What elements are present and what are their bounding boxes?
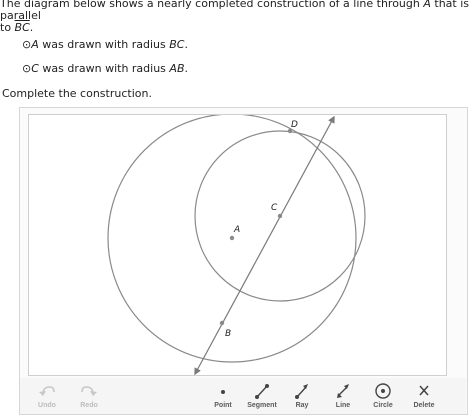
construction-toolbar <box>20 378 466 414</box>
segment-label: Segment <box>247 402 277 409</box>
intro-segment-bc: $\overline{BC}$ <box>14 21 30 34</box>
drawing-canvas[interactable] <box>28 114 447 376</box>
intro-point-a: A <box>423 0 431 10</box>
undo-label: Undo <box>38 402 56 409</box>
ray-icon <box>290 382 314 400</box>
given-circle-a-end: . <box>184 38 188 51</box>
given-circle-c-radius: AB <box>169 62 185 75</box>
line-label: Line <box>335 402 351 409</box>
circle-icon <box>371 382 395 400</box>
segment-icon <box>250 382 274 400</box>
question-prompt <box>0 0 474 34</box>
circle-symbol-icon: ⊙ <box>22 62 32 75</box>
circle-label: Circle <box>373 402 393 409</box>
given-circle-c-center: C <box>31 62 39 75</box>
point-b[interactable] <box>220 321 224 325</box>
construction-diagram[interactable] <box>29 115 448 377</box>
point-a[interactable] <box>230 236 234 240</box>
undo-button[interactable] <box>24 378 70 414</box>
undo-icon <box>35 382 59 400</box>
delete-label: Delete <box>413 402 435 409</box>
line-icon <box>331 382 355 400</box>
delete-icon <box>412 382 436 400</box>
ray-label: Ray <box>295 402 309 409</box>
redo-icon <box>77 382 101 400</box>
point-label: Point <box>214 402 232 409</box>
given-circle-a-text: was drawn with radius <box>38 38 170 51</box>
instruction-text: Complete the construction. <box>2 87 152 100</box>
given-circle-c <box>22 62 188 75</box>
label-d: D <box>291 120 298 130</box>
given-circle-a-center: A <box>31 38 39 51</box>
intro-text-3: to <box>0 21 15 34</box>
intro-text-4: . <box>29 21 34 34</box>
label-a: A <box>234 225 241 235</box>
given-circle-c-text: was drawn with radius <box>38 62 170 75</box>
line-bc[interactable] <box>195 117 334 374</box>
circle-symbol-icon: ⊙ <box>22 38 32 51</box>
point-icon <box>211 382 235 400</box>
given-circle-c-end: . <box>184 62 188 75</box>
redo-label: Redo <box>80 402 98 409</box>
circle-tool-button[interactable] <box>360 378 406 414</box>
given-circle-a <box>22 38 188 51</box>
intro-text-1: The diagram below shows a nearly completed construction of a line through <box>0 0 424 10</box>
label-c: C <box>271 203 278 213</box>
intro-text-2: that is parallel <box>0 0 470 22</box>
question-intro <box>0 0 474 34</box>
redo-button[interactable] <box>66 378 112 414</box>
label-b: B <box>225 329 232 339</box>
given-circle-a-radius: BC <box>169 38 185 51</box>
delete-tool-button[interactable] <box>401 378 447 414</box>
ray-tool-button[interactable] <box>279 378 325 414</box>
point-c[interactable] <box>278 214 282 218</box>
